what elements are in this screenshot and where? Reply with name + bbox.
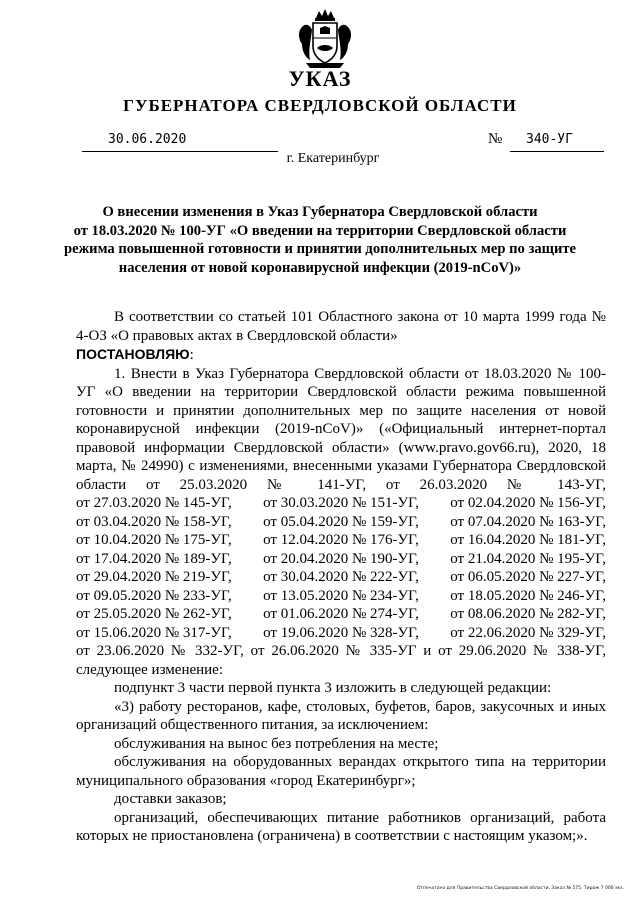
document-body (76, 308, 606, 846)
point-1-paragraph: 1. Внести в Указ Губернатора Свердловской области от 18.03.2020 № 100-УГ «О введении на территории Свердловской области режима повышенной готовности и принятии дополнительных мер по защите населения от новой коронавирусной инфекции (2019-nCoV)» («Официальный интернет-портал правовой информации Свердловской области» (www.pravo.gov66.ru), 2020, 18 марта, № 24990) с изменениями, внесенными указами Губернатора Свердловской области от 25.03.2020 № 141-УГ, от 26.03.2020 № 143-УГ, (76, 365, 606, 493)
amendment-ref: от 08.06.2020 № 282-УГ, (450, 606, 606, 622)
resolve-line (76, 345, 606, 365)
heading-line: О внесении изменения в Указ Губернатора Свердловской области (102, 204, 538, 220)
city-name: г. Екатеринбург (286, 151, 380, 166)
document-number: 340-УГ (526, 132, 573, 147)
exception-paragraph: организаций, обеспечивающих питание работников организаций, работа которых не приостановлена (ограничена) в соответствии с настоящим указом;». (76, 809, 606, 844)
heading-line: от 18.03.2020 № 100-УГ «О введении на территории Свердловской области (73, 222, 567, 239)
amendment-ref: от 25.05.2020 № 262-УГ, (76, 606, 232, 622)
amendment-ref: от 02.04.2020 № 156-УГ, (450, 495, 606, 511)
preamble-paragraph: В соответствии со статьей 101 Областного закона от 10 марта 1999 года № 4-ОЗ «О правовых актах в Свердловской области» (76, 309, 606, 344)
amendment-ref: от 30.03.2020 № 151-УГ, (263, 495, 419, 511)
amendment-last-line: от 23.06.2020 № 332-УГ, от 26.06.2020 № 335-УГ и от 29.06.2020 № 338-УГ, (76, 643, 606, 659)
document-heading (60, 203, 580, 277)
document-type-title: УКАЗ (288, 66, 352, 91)
amendment-row (76, 605, 606, 624)
amendment-row (76, 624, 606, 643)
amendment-ref: от 18.05.2020 № 246-УГ, (450, 587, 606, 604)
heading-line: режима повышенной готовности и принятии дополнительных мер по защите (63, 241, 577, 257)
document-date: 30.06.2020 (108, 132, 187, 147)
amendment-ref: от 12.04.2020 № 176-УГ, (263, 532, 419, 548)
exception-paragraph: обслуживания на вынос без потребления на месте; (114, 735, 439, 752)
amendment-ref: от 03.04.2020 № 158-УГ, (76, 513, 232, 530)
amendment-ref: от 16.04.2020 № 181-УГ, (450, 532, 606, 548)
amendment-row (76, 494, 606, 513)
amendment-ref: от 17.04.2020 № 189-УГ, (76, 550, 232, 567)
heading-line: населения от новой коронавирусной инфекции (2019-nCoV)» (118, 259, 522, 276)
amendment-ref: от 01.06.2020 № 274-УГ, (263, 606, 419, 622)
amendment-ref: от 15.06.2020 № 317-УГ, (76, 624, 232, 641)
exception-paragraph: обслуживания на оборудованных верандах открытого типа на территории муниципального образования «город Екатеринбург»; (76, 754, 606, 789)
print-note: Отпечатано для Правительства Свердловской области. Заказ № 575. Тираж 7 000 экз. (416, 886, 624, 891)
subpoint-paragraph: подпункт 3 части первой пункта 3 изложить в следующей редакции: (114, 680, 552, 696)
amendment-row (76, 568, 606, 587)
amendment-ref: от 27.03.2020 № 145-УГ, (76, 495, 232, 511)
amendment-ref: от 06.05.2020 № 227-УГ, (450, 569, 606, 585)
amendment-ref: от 10.04.2020 № 175-УГ, (76, 532, 232, 548)
amendment-row (76, 587, 606, 606)
amendment-ref: от 22.06.2020 № 329-УГ, (450, 624, 606, 641)
amendment-ref: от 29.04.2020 № 219-УГ, (76, 569, 232, 585)
exception-paragraph: доставки заказов; (114, 791, 227, 807)
amendment-ref: от 09.05.2020 № 233-УГ, (76, 587, 232, 604)
amendment-ref: от 13.05.2020 № 234-УГ, (263, 587, 419, 604)
amendment-row (76, 513, 606, 532)
amendment-ref: от 05.04.2020 № 159-УГ, (263, 513, 419, 530)
amendment-ref: от 19.06.2020 № 328-УГ, (263, 624, 419, 641)
resolve-word: ПОСТАНОВЛЯЮ (76, 346, 190, 362)
item-3-paragraph: «3) работу ресторанов, кафе, столовых, буфетов, баров, закусочных и иных организаций общественного питания, за исключением: (76, 698, 606, 733)
sverdlovsk-coat-of-arms-icon (296, 8, 354, 70)
amendment-ref: от 20.04.2020 № 190-УГ, (263, 550, 419, 567)
issuer-title: ГУБЕРНАТОРА СВЕРДЛОВСКОЙ ОБЛАСТИ (123, 96, 517, 115)
amendment-ref: от 07.04.2020 № 163-УГ, (450, 513, 606, 530)
amendment-row (76, 550, 606, 569)
resolve-colon: : (189, 347, 194, 363)
amendment-ref: от 30.04.2020 № 222-УГ, (263, 569, 419, 585)
amendment-row (76, 531, 606, 550)
following-change-line: следующее изменение: (76, 661, 224, 678)
amendment-ref: от 21.04.2020 № 195-УГ, (450, 550, 606, 567)
number-sign: № (488, 131, 503, 147)
